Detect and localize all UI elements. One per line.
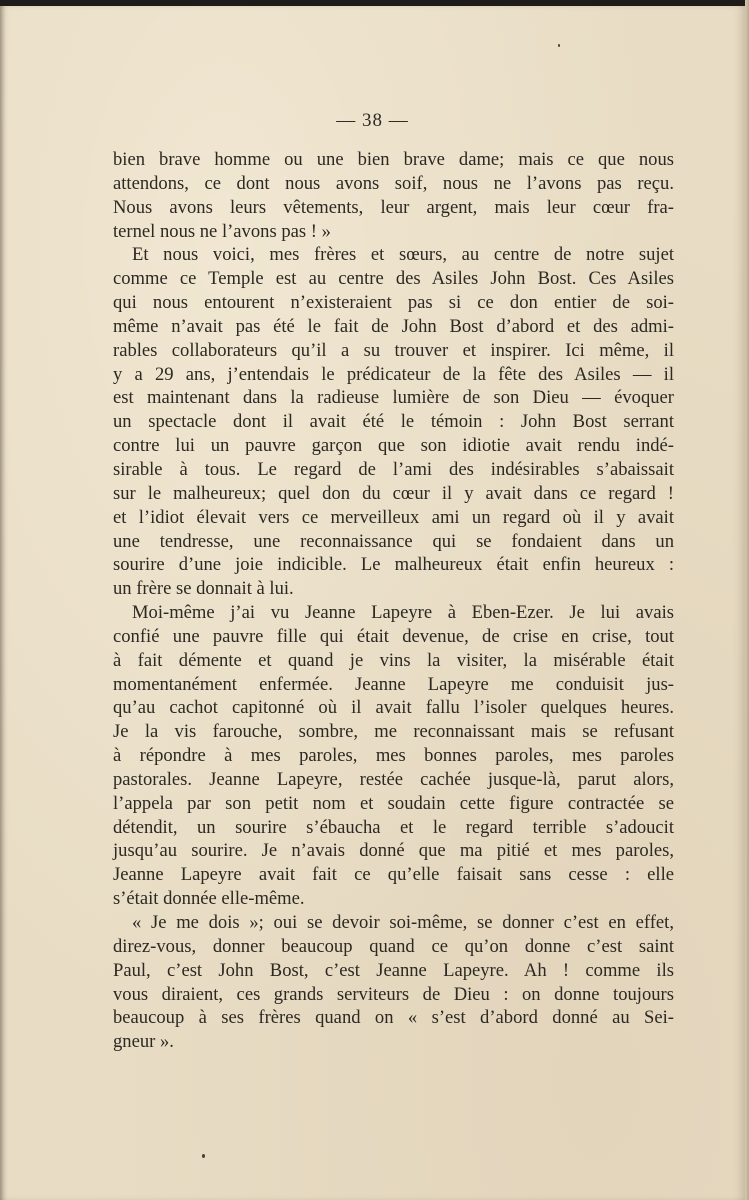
text-line: vous diraient, ces grands serviteurs de Dieu : on donne toujours bbox=[113, 983, 674, 1005]
text-line: comme ce Temple est au centre des Asiles John Bost. Ces Asiles bbox=[113, 268, 674, 290]
text-line: Paul, c’est John Bost, c’est Jeanne Lapeyre. Ah ! comme ils bbox=[113, 959, 674, 981]
text-line: à fait démente et quand je vins la visiter, la misérable était bbox=[113, 649, 674, 671]
text-line: pastorales. Jeanne Lapeyre, restée cachée jusque-là, parut alors, bbox=[113, 768, 674, 790]
text-line: l’appela par son petit nom et soudain cette figure contractée se bbox=[113, 792, 674, 814]
ink-speck bbox=[558, 44, 560, 47]
text-line: attendons, ce dont nous avons soif, nous ne l’avons pas reçu. bbox=[113, 172, 674, 194]
page-fore-edge bbox=[745, 0, 749, 1200]
text-line: jusqu’au sourire. Je n’avais donné que ma pitié et mes paroles, bbox=[113, 840, 674, 862]
text-line: ternel nous ne l’avons pas ! » bbox=[113, 220, 331, 242]
page-number: — 38 — bbox=[336, 110, 409, 131]
text-line: Jeanne Lapeyre avait fait ce qu’elle faisait sans cesse : elle bbox=[113, 864, 674, 886]
text-line: et l’idiot élevait vers ce merveilleux ami un regard où il y avait bbox=[113, 506, 674, 528]
text-line: est maintenant dans la radieuse lumière de son Dieu — évoquer bbox=[113, 387, 674, 409]
text-line: qu’au cachot capitonné où il avait fallu l’isoler quelques heures. bbox=[113, 697, 674, 719]
text-line: gneur ». bbox=[113, 1031, 174, 1053]
text-line: beaucoup à ses frères quand on « s’est d’abord donné au Sei- bbox=[113, 1007, 674, 1029]
text-line: Moi-même j’ai vu Jeanne Lapeyre à Eben-Ezer. Je lui avais bbox=[132, 602, 674, 624]
text-line: contre lui un pauvre garçon que son idiotie avait rendu indé- bbox=[113, 435, 674, 457]
text-line: un spectacle dont il avait été le témoin : John Bost serrant bbox=[113, 411, 674, 433]
text-line: « Je me dois »; oui se devoir soi-même, se donner c’est en effet, bbox=[132, 912, 674, 933]
ink-speck bbox=[202, 1154, 205, 1158]
text-line: même n’avait pas été le fait de John Bost d’abord et des admi- bbox=[113, 315, 674, 337]
text-line: Et nous voici, mes frères et sœurs, au centre de notre sujet bbox=[132, 244, 674, 266]
text-line: direz-vous, donner beaucoup quand ce qu’on donne c’est saint bbox=[113, 935, 674, 957]
text-line: un frère se donnait à lui. bbox=[113, 578, 294, 600]
text-line: détendit, un sourire s’ébaucha et le regard terrible s’adoucit bbox=[113, 816, 674, 838]
text-line: Nous avons leurs vêtements, leur argent, mais leur cœur fra- bbox=[113, 196, 674, 218]
text-line: confié une pauvre fille qui était devenue, de crise en crise, tout bbox=[113, 625, 674, 647]
text-line: une tendresse, une reconnaissance qui se fondaient dans un bbox=[113, 530, 674, 552]
text-line: bien brave homme ou une bien brave dame; mais ce que nous bbox=[113, 149, 674, 170]
text-line: y a 29 ans, j’entendais le prédicateur de la fête des Asiles — il bbox=[113, 363, 674, 385]
text-line: rables collaborateurs qu’il a su trouver et inspirer. Ici même, il bbox=[113, 339, 674, 361]
body-text bbox=[113, 148, 674, 1054]
text-line: qui nous entourent n’existeraient pas si ce don entier de soi- bbox=[113, 292, 674, 314]
text-line: s’était donnée elle-même. bbox=[113, 888, 305, 910]
text-line: sur le malheureux; quel don du cœur il y avait dans ce regard ! bbox=[113, 482, 674, 504]
text-line: sirable à tous. Le regard de l’ami des indésirables s’abaissait bbox=[113, 458, 674, 480]
text-line: momentanément enfermée. Jeanne Lapeyre me conduisit jus- bbox=[113, 673, 674, 695]
text-line: à répondre à mes paroles, mes bonnes paroles, mes paroles bbox=[113, 745, 674, 767]
text-line: sourire d’une joie indicible. Le malheureux était enfin heureux : bbox=[113, 554, 674, 576]
text-line: Je la vis farouche, sombre, me reconnaissant mais se refusant bbox=[113, 721, 674, 743]
